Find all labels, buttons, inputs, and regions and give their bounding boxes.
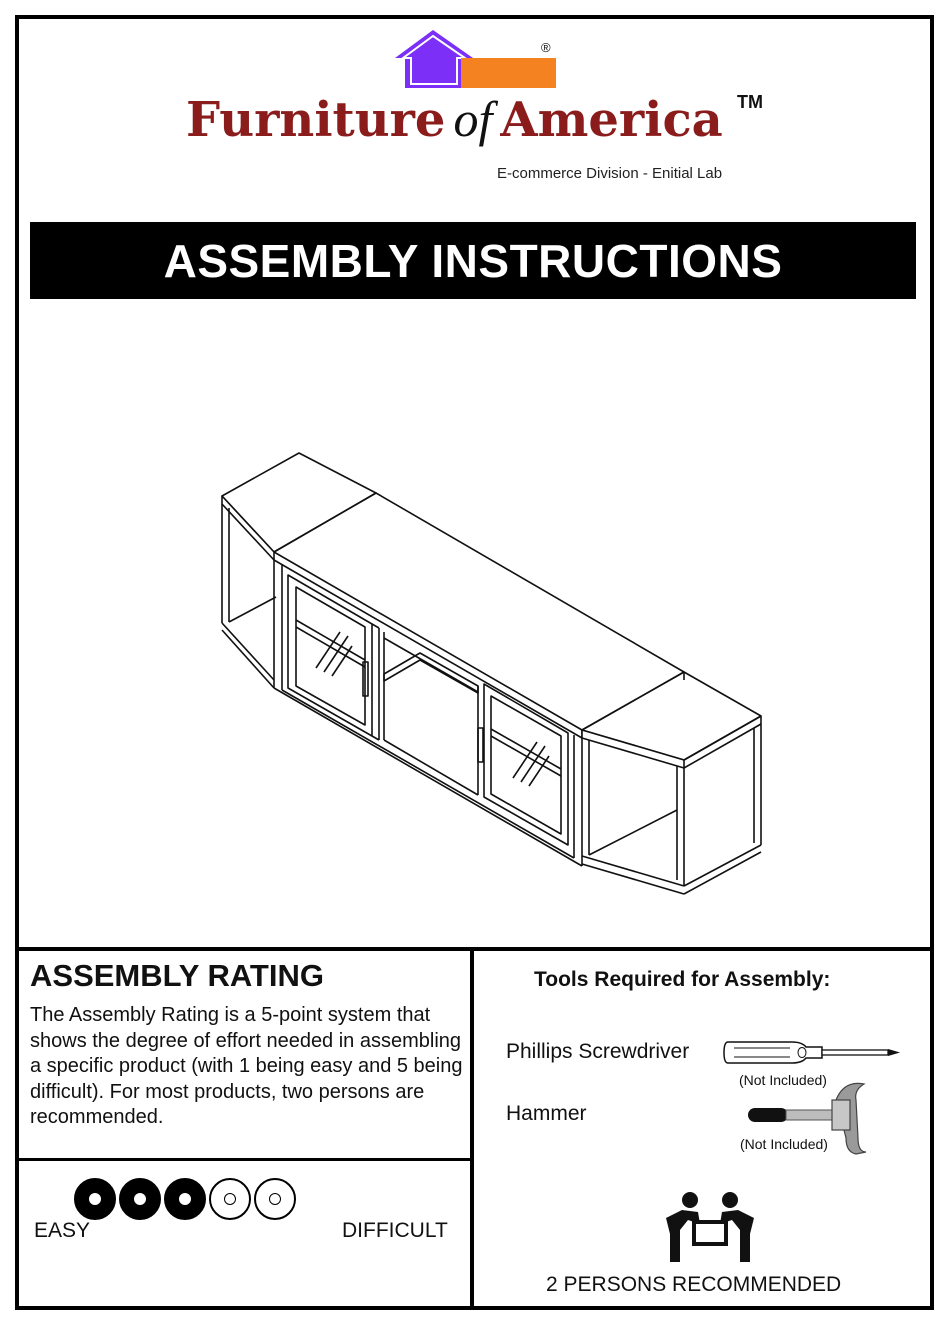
tool-name-screwdriver: Phillips Screwdriver <box>506 1040 690 1063</box>
brand-second: America <box>500 92 723 148</box>
rating-dot-4 <box>209 1178 251 1220</box>
tools-title: Tools Required for Assembly: <box>534 968 831 991</box>
tool-note-hammer: (Not Included) <box>740 1136 828 1152</box>
rating-scale <box>74 1178 299 1220</box>
brand-main: Furniture <box>186 92 446 148</box>
easy-label: EASY <box>34 1219 91 1242</box>
tool-name-hammer: Hammer <box>506 1102 587 1125</box>
registered-mark: ® <box>541 40 551 55</box>
division-label: E-commerce Division - Enitial Lab <box>497 165 723 182</box>
rating-dot-5 <box>254 1178 296 1220</box>
rating-title: ASSEMBLY RATING <box>30 958 324 993</box>
tool-note-screwdriver: (Not Included) <box>739 1072 827 1088</box>
rating-dot-2 <box>119 1178 161 1220</box>
page-title: ASSEMBLY INSTRUCTIONS <box>163 234 783 287</box>
trademark: TM <box>737 92 763 112</box>
two-persons-lifting-icon <box>660 1190 760 1264</box>
rating-divider <box>15 1158 472 1161</box>
rating-dot-3 <box>164 1178 206 1220</box>
brand-of: of <box>453 91 493 147</box>
section-divider-vertical <box>470 947 474 1306</box>
persons-recommended-label: 2 PERSONS RECOMMENDED <box>546 1273 842 1296</box>
hammer-icon <box>746 1078 880 1158</box>
rating-description: The Assembly Rating is a 5-point system that shows the degree of effort needed in assembling a specific product (with 1 being easy and 5 being difficult). For most products, two persons are recommended. <box>30 1004 463 1128</box>
rating-dot-1 <box>74 1178 116 1220</box>
difficult-label: DIFFICULT <box>342 1219 448 1242</box>
screwdriver-icon <box>722 1038 904 1068</box>
